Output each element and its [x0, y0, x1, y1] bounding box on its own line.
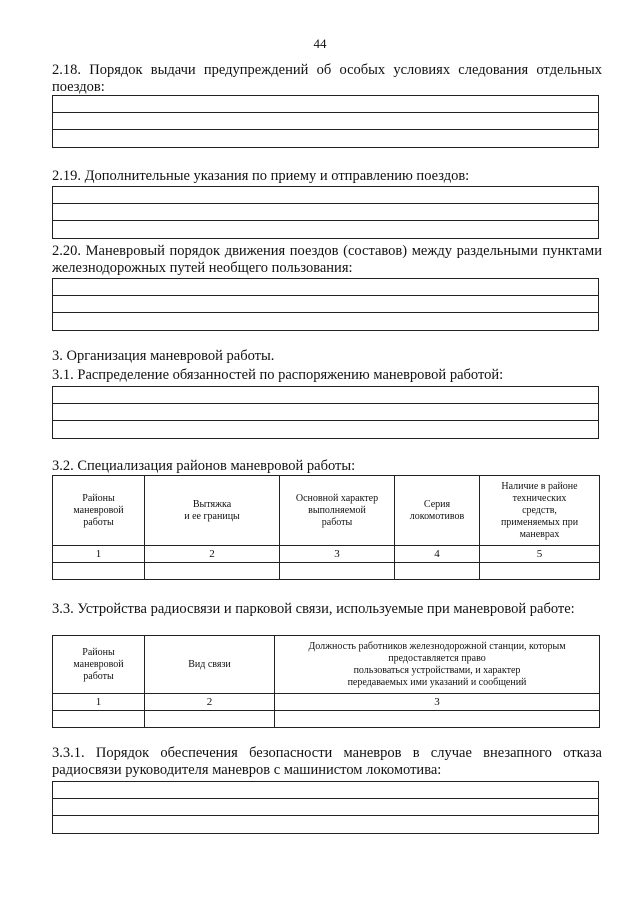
table-3-2-column-number: 5	[480, 546, 600, 563]
table-3-2-header-cell: Наличие в районе технических средств, применяемых при маневрах	[480, 476, 600, 546]
table-3-2-empty-row	[53, 563, 600, 580]
page-number: 44	[313, 36, 327, 51]
table-3-3-number-row	[53, 694, 600, 711]
section-2-20-heading: 2.20. Маневровый порядок движения поездов (составов) между раздельными пунктами железнодорожных путей необщего пользования:	[52, 243, 602, 276]
table-3-3-header-cell: Вид связи	[145, 636, 275, 694]
table-3-3-column-number: 2	[145, 694, 275, 711]
table-3-2-header-cell: Вытяжка и ее границы	[145, 476, 280, 546]
table-3-2-empty-cell[interactable]	[395, 563, 480, 580]
section-3-heading: 3. Организация маневровой работы.	[52, 348, 275, 364]
table-3-2-empty-cell[interactable]	[53, 563, 145, 580]
section-2-19-heading: 2.19. Дополнительные указания по приему и отправлению поездов:	[52, 168, 470, 184]
table-3-2-header-cell: Серия локомотивов	[395, 476, 480, 546]
table-3-3-column-number: 1	[53, 694, 145, 711]
section-2-20-fill-lines	[52, 278, 599, 331]
table-3-2-column-number: 1	[53, 546, 145, 563]
table-3-3-empty-cell[interactable]	[275, 711, 600, 728]
table-3-2-header-cell: Основной характер выполняемой работы	[280, 476, 395, 546]
table-3-3-header-row	[53, 636, 600, 694]
table-3-2-empty-cell[interactable]	[280, 563, 395, 580]
table-3-2-column-number: 2	[145, 546, 280, 563]
section-2-18-fill-lines	[52, 95, 599, 148]
table-3-2-number-row	[53, 546, 600, 563]
table-3-3-empty-row	[53, 711, 600, 728]
table-3-2-header-cell: Районы маневровой работы	[53, 476, 145, 546]
table-3-3-header-cell: Должность работников железнодорожной станции, которым предоставляется право пользоваться устройствами, и характер передаваемых ими указаний и сообщений	[275, 636, 600, 694]
table-3-2-empty-cell[interactable]	[480, 563, 600, 580]
table-3-3-header-cell: Районы маневровой работы	[53, 636, 145, 694]
table-3-3-column-number: 3	[275, 694, 600, 711]
section-2-18-heading: 2.18. Порядок выдачи предупреждений об особых условиях следования отдельных поездов:	[52, 62, 602, 95]
section-3-1-fill-lines	[52, 386, 599, 439]
table-3-3-empty-cell[interactable]	[53, 711, 145, 728]
table-3-3	[52, 635, 600, 728]
section-3-3-1-fill-lines	[52, 781, 599, 834]
section-3-1-heading: 3.1. Распределение обязанностей по распоряжению маневровой работой:	[52, 367, 504, 383]
section-3-2-heading: 3.2. Специализация районов маневровой работы:	[52, 458, 356, 474]
table-3-2-header-row	[53, 476, 600, 546]
table-3-2-column-number: 4	[395, 546, 480, 563]
table-3-3-empty-cell[interactable]	[145, 711, 275, 728]
section-2-19-fill-lines	[52, 186, 599, 239]
section-3-3-1-heading: 3.3.1. Порядок обеспечения безопасности маневров в случае внезапного отказа радиосвязи руководителя маневров с машинистом локомотива:	[52, 745, 602, 778]
table-3-2-empty-cell[interactable]	[145, 563, 280, 580]
section-3-3-heading: 3.3. Устройства радиосвязи и парковой связи, используемые при маневровой работе:	[52, 601, 575, 617]
table-3-2-column-number: 3	[280, 546, 395, 563]
table-3-2	[52, 475, 600, 580]
